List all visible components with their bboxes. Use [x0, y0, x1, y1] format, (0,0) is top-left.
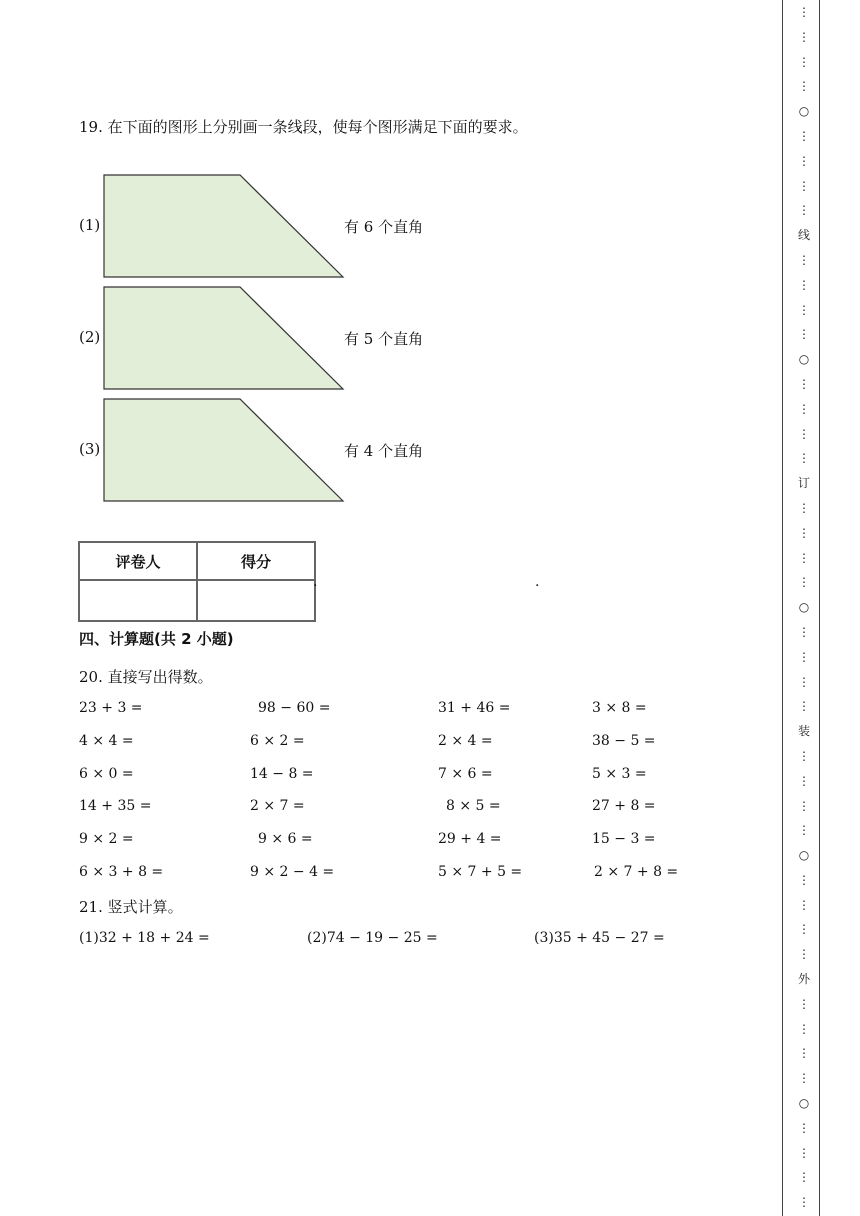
calc-item-r5-c3: 29 + 4 = [438, 831, 502, 848]
calc-item-r5-c4: 15 − 3 = [592, 831, 656, 848]
binding-char: ⋮ [798, 823, 810, 838]
calc-item-r5-c2: 9 × 6 = [258, 831, 313, 848]
binding-char: ⋮ [798, 327, 810, 342]
binding-border-right [819, 0, 820, 1216]
calc-item-r2-c4: 38 − 5 = [592, 732, 656, 749]
binding-char: ⋮ [798, 1071, 810, 1086]
calc-item-r5-c1: 9 × 2 = [79, 831, 134, 848]
binding-char: ⋮ [798, 1046, 810, 1061]
shape-row-2 [79, 286, 459, 390]
calc-item-r3-c4: 5 × 3 = [592, 765, 647, 782]
calc-item-r1-c3: 31 + 46 = [438, 700, 511, 716]
score-header: 得分 [197, 542, 315, 580]
calc-item-r2-c1: 4 × 4 = [79, 732, 134, 749]
question-20-title: 20. 直接写出得数。 [79, 668, 213, 686]
binding-char: ⋮ [798, 451, 810, 466]
binding-char: ⋮ [798, 674, 810, 689]
binding-char: ⋮ [798, 1195, 810, 1210]
calc-item-r6-c4: 2 × 7 + 8 = [594, 864, 679, 880]
binding-char: ○ [798, 848, 810, 863]
binding-margin-strip [796, 0, 812, 1216]
calc-item-r1-c4: 3 × 8 = [592, 700, 647, 716]
calc-item-r4-c1: 14 + 35 = [79, 798, 152, 815]
binding-char: ⋮ [798, 1021, 810, 1036]
binding-char: ⋮ [798, 426, 810, 441]
binding-char: ⋮ [798, 79, 810, 94]
dot-mark-1: . [313, 574, 318, 590]
binding-char: ○ [798, 104, 810, 119]
binding-char: ○ [798, 352, 810, 367]
vertical-calc-1: (1)32 + 18 + 24 = [79, 930, 210, 946]
binding-char: ⋮ [798, 1145, 810, 1160]
shape-requirement-1: 有 6 个直角 [344, 218, 424, 236]
binding-char: ○ [798, 600, 810, 615]
shape-label-3: (3) [79, 440, 101, 458]
trapezoid-figure-2[interactable] [103, 286, 345, 390]
binding-char: ⋮ [798, 29, 810, 44]
vertical-calc-2: (2)74 − 19 − 25 = [307, 930, 438, 946]
calc-item-r1-c2: 98 − 60 = [258, 700, 331, 716]
binding-char: ⋮ [798, 252, 810, 267]
reviewer-cell[interactable] [79, 580, 197, 621]
calc-item-r2-c2: 6 × 2 = [250, 732, 305, 749]
binding-char: ⋮ [798, 624, 810, 639]
calc-item-r4-c4: 27 + 8 = [592, 798, 656, 815]
binding-char: ⋮ [798, 277, 810, 292]
binding-char: ⋮ [798, 773, 810, 788]
section-4-title: 四、计算题(共 2 小题) [79, 630, 234, 648]
binding-char: ⋮ [798, 128, 810, 143]
trapezoid-figure-3[interactable] [103, 398, 345, 502]
shape-label-2: (2) [79, 328, 101, 346]
calc-item-r6-c2: 9 × 2 − 4 = [250, 864, 335, 880]
calc-item-r4-c2: 2 × 7 = [250, 798, 305, 815]
shape-row-3 [79, 398, 459, 502]
binding-char: ⋮ [798, 649, 810, 664]
binding-char: ⋮ [798, 699, 810, 714]
binding-char: 线 [797, 228, 810, 243]
vertical-calc-3: (3)35 + 45 − 27 = [534, 930, 665, 946]
calc-item-r2-c3: 2 × 4 = [438, 732, 493, 749]
calc-item-r6-c3: 5 × 7 + 5 = [438, 864, 523, 880]
binding-char: 订 [797, 476, 810, 491]
binding-char: ⋮ [798, 748, 810, 763]
binding-char: ⋮ [798, 550, 810, 565]
binding-border-left [782, 0, 783, 1216]
calc-item-r3-c1: 6 × 0 = [79, 765, 134, 782]
calc-item-r3-c2: 14 − 8 = [250, 765, 314, 782]
calc-item-r6-c1: 6 × 3 + 8 = [79, 864, 164, 880]
binding-char: 装 [797, 724, 810, 739]
binding-char: ⋮ [798, 376, 810, 391]
binding-char: ⋮ [798, 947, 810, 962]
calc-item-r3-c3: 7 × 6 = [438, 765, 493, 782]
binding-char: ⋮ [798, 153, 810, 168]
binding-char: ⋮ [798, 203, 810, 218]
shape-row-1 [79, 174, 459, 278]
binding-char: ⋮ [798, 798, 810, 813]
dot-mark-2: . [535, 574, 540, 590]
grader-table [78, 541, 316, 622]
trapezoid-figure-1[interactable] [103, 174, 345, 278]
binding-char: 外 [797, 972, 810, 987]
calc-item-r4-c3: 8 × 5 = [446, 798, 501, 815]
binding-char: ⋮ [798, 575, 810, 590]
binding-char: ⋮ [798, 401, 810, 416]
binding-char: ⋮ [798, 1120, 810, 1135]
binding-char: ⋮ [798, 54, 810, 69]
binding-char: ⋮ [798, 525, 810, 540]
binding-char: ⋮ [798, 302, 810, 317]
score-cell[interactable] [197, 580, 315, 621]
binding-char: ⋮ [798, 922, 810, 937]
binding-char: ○ [798, 1096, 810, 1111]
question-19-title: 19. 在下面的图形上分别画一条线段，使每个图形满足下面的要求。 [79, 118, 528, 136]
binding-char: ⋮ [798, 1170, 810, 1185]
binding-char: ⋮ [798, 897, 810, 912]
shape-label-1: (1) [79, 216, 101, 234]
binding-char: ⋮ [798, 872, 810, 887]
binding-char: ⋮ [798, 5, 810, 19]
calc-item-r1-c1: 23 + 3 = [79, 700, 143, 716]
binding-char: ⋮ [798, 178, 810, 193]
shape-requirement-3: 有 4 个直角 [344, 442, 424, 460]
question-21-title: 21. 竖式计算。 [79, 898, 183, 916]
binding-char: ⋮ [798, 500, 810, 515]
shape-requirement-2: 有 5 个直角 [344, 330, 424, 348]
reviewer-header: 评卷人 [79, 542, 197, 580]
binding-char: ⋮ [798, 996, 810, 1011]
